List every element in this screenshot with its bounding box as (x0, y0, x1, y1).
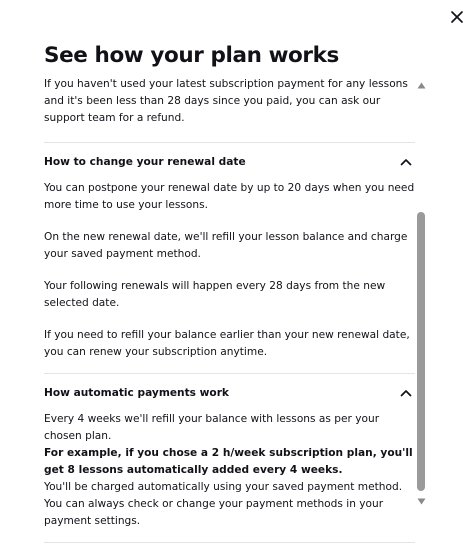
chevron-up-icon[interactable] (399, 386, 413, 400)
modal-title: See how your plan works (44, 43, 339, 68)
paragraph: Every 4 weeks we'll refill your balance with lessons as per your chosen plan. (44, 413, 380, 442)
close-icon (451, 11, 463, 23)
section-renewal-date-toggle[interactable] (44, 143, 415, 180)
scrollbar-thumb[interactable] (417, 212, 425, 491)
section-body (44, 411, 415, 530)
paragraph: If you need to refill your balance earlier than your new renewal date, you can renew your subscription anytime. (44, 329, 410, 358)
paragraph: You can postpone your renewal date by up to 20 days when you need more time to use your lessons. (44, 182, 415, 211)
section-body (44, 180, 415, 361)
section-renewal-date (44, 143, 415, 361)
modal-scroll-content[interactable] (44, 76, 415, 527)
section-automatic-payments (44, 374, 415, 530)
close-button[interactable] (446, 6, 468, 28)
paragraph-example: For example, if you chose a 2 h/week subscription plan, you'll get 8 lessons automatically added every 4 weeks. (44, 447, 413, 476)
section-title: How to change your renewal date (44, 155, 246, 168)
paragraph: Your following renewals will happen every 28 days from the new selected date. (44, 280, 386, 309)
scrollbar[interactable] (416, 80, 426, 510)
triangle-down-icon (417, 498, 426, 505)
chevron-up-icon[interactable] (399, 155, 413, 169)
paragraph: You'll be charged automatically using your saved payment method. You can always check or change your payment methods in your payment settings. (44, 481, 403, 527)
section-automatic-payments-toggle[interactable] (44, 374, 415, 411)
intro-text: If you haven't used your latest subscription payment for any lessons and it's been less than 28 days since you paid, you can ask our support team for a refund. (44, 78, 408, 124)
scroll-down-arrow[interactable] (416, 496, 426, 506)
triangle-up-icon (417, 82, 426, 89)
section-title: How automatic payments work (44, 386, 229, 399)
scroll-up-arrow[interactable] (416, 80, 426, 90)
paragraph: On the new renewal date, we'll refill your lesson balance and charge your saved payment method. (44, 231, 408, 260)
